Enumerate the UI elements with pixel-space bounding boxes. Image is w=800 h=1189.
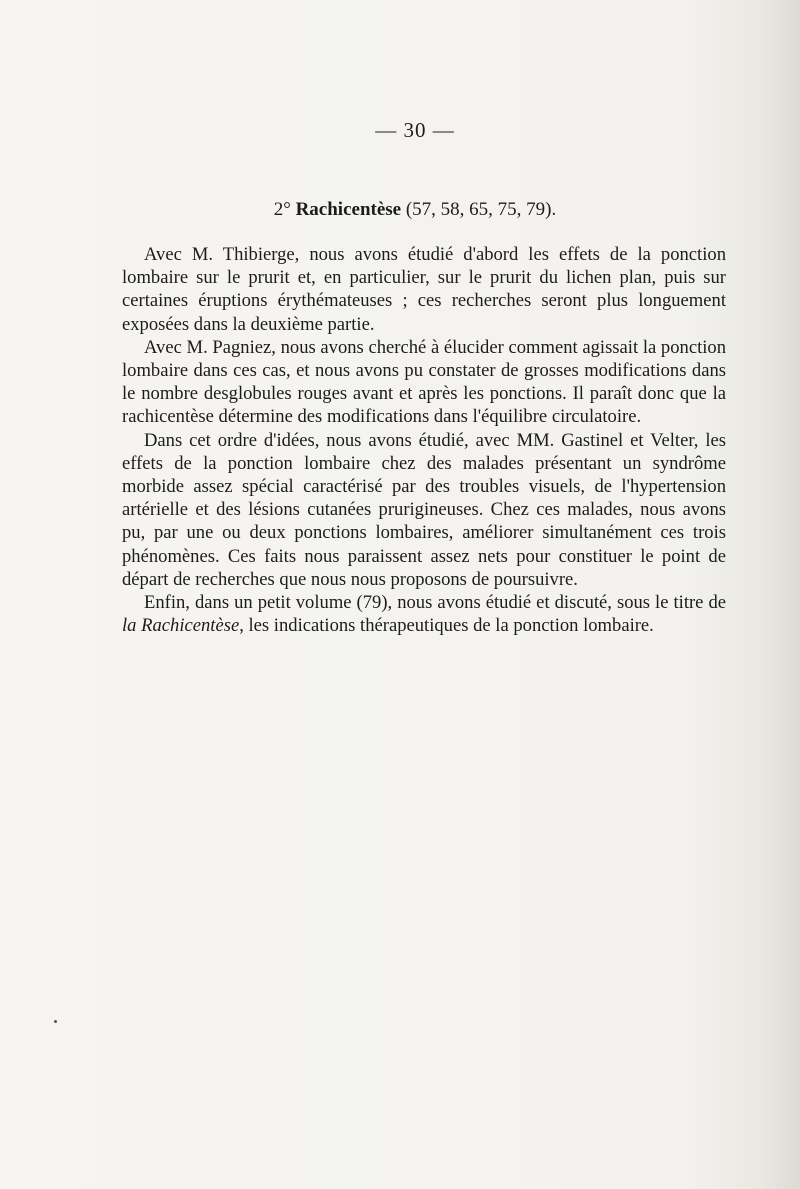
page-number: — 30 —	[375, 118, 455, 142]
paragraph-rachicentese-volume	[122, 591, 726, 637]
ink-speck	[54, 1020, 57, 1023]
section-number: 2°	[273, 199, 291, 220]
paragraph-pagniez: Avec M. Pagniez, nous avons cherché à élucider comment agissait la ponction lombaire dans ces cas, et nous avons pu constater de grosses modifications dans le nombre desglobules rouges avant et après les ponctions. Il paraît donc que la rachicentèse détermine des modifications dans l'équilibre circulatoire.	[122, 336, 726, 428]
body-text	[122, 243, 726, 637]
paragraph-text-before: Enfin, dans un petit volume (79), nous avons étudié et discuté, sous le titre de	[144, 592, 726, 614]
paragraph-thibierge: Avec M. Thibierge, nous avons étudié d'abord les effets de la ponction lombaire sur le prurit et, en particulier, sur le prurit du lichen plan, puis sur certaines éruptions érythémateuses ; ces recherches seront plus longuement exposées dans la deuxième partie.	[122, 244, 726, 335]
paragraph-text-after: , les indications thérapeutiques de la ponction lombaire.	[239, 615, 654, 637]
section-title: Rachicentèse	[295, 199, 402, 220]
section-references: (57, 58, 65, 75, 79).	[405, 199, 557, 220]
section-heading	[0, 199, 800, 221]
paragraph-gastinel-velter: Dans cet ordre d'idées, nous avons étudié, avec MM. Gastinel et Velter, les effets de la ponction lombaire chez des malades présentant un syndrôme morbide assez spécial caractérisé par des troubles visuels, de l'hypertension artérielle et des lésions cutanées prurigineuses. Chez ces malades, nous avons pu, par une ou deux ponctions lombaires, améliorer simultanément ces trois phénomènes. Ces faits nous paraissent assez nets pour constituer le point de départ de recherches que nous nous proposons de poursuivre.	[122, 429, 726, 590]
book-title: la Rachicentèse	[122, 615, 240, 637]
